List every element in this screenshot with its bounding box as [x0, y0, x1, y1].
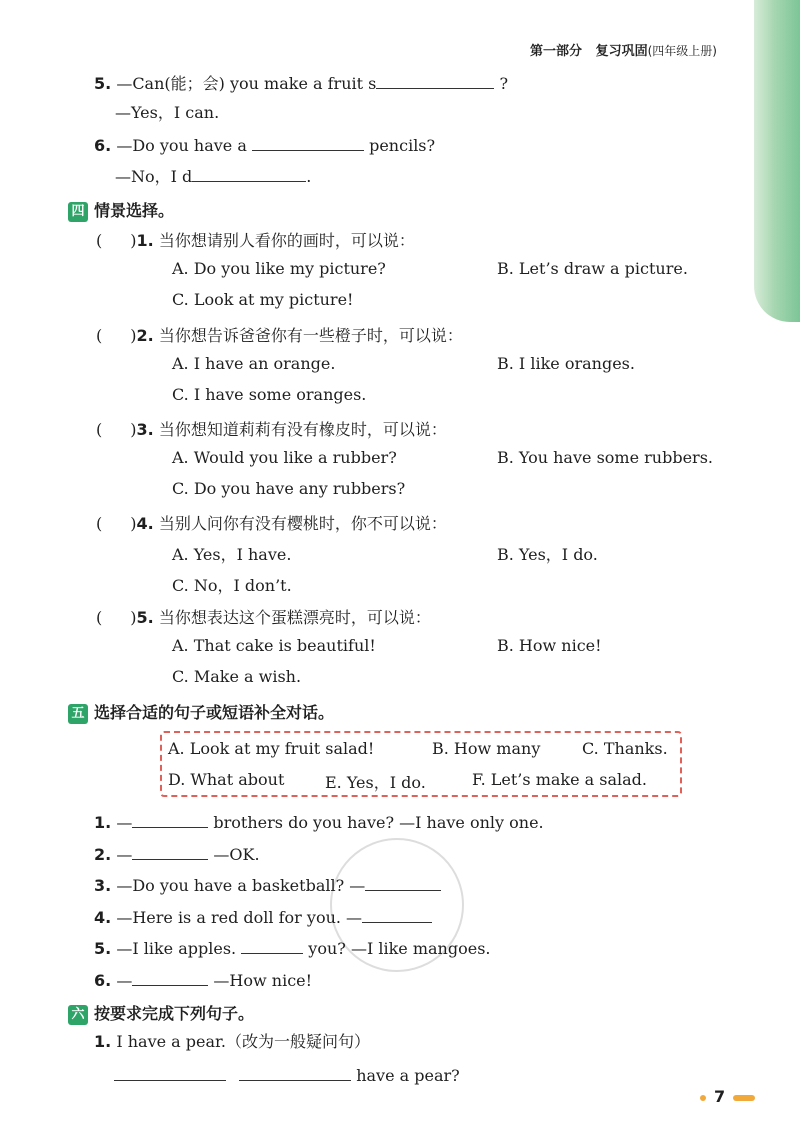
answer-blank[interactable]	[132, 811, 208, 828]
page-dot-decoration	[700, 1095, 706, 1101]
section-title: 情景选择。	[94, 201, 175, 220]
option-b: B. You have some rubbers.	[497, 448, 713, 467]
box-option-a: A. Look at my fruit salad!	[168, 739, 375, 758]
answer-paren[interactable]: )	[130, 420, 137, 439]
question-stem: 当你想表达这个蛋糕漂亮时，可以说：	[158, 608, 431, 627]
dialogue-3: 3. —Do you have a basketball? —	[94, 874, 441, 896]
answer-blank[interactable]	[241, 937, 303, 954]
option-c: C. No，I don’t.	[172, 576, 292, 595]
question-5-line-1: 5. —Can(能；会) you make a fruit s ?	[94, 74, 509, 93]
section-title: 按要求完成下列句子。	[94, 1004, 255, 1023]
question-5-line-2: —Yes，I can.	[115, 103, 220, 122]
page-header	[530, 40, 717, 59]
answer-paren[interactable]: )	[130, 608, 137, 627]
box-option-d: D. What about	[168, 770, 285, 789]
section-badge: 六	[68, 1005, 88, 1025]
question-number: 5.	[94, 74, 112, 93]
choice-question-1: ( )1. 当你想请别人看你的画时，可以说：	[96, 231, 415, 250]
answer-blank[interactable]	[132, 969, 208, 986]
question-number: 6.	[94, 136, 112, 155]
question-stem: 当你想请别人看你的画时，可以说：	[158, 231, 415, 250]
rewrite-answer-1: have a pear?	[114, 1064, 460, 1086]
option-a: A. Do you like my picture?	[172, 259, 386, 278]
option-a: A. That cake is beautiful!	[172, 636, 376, 655]
dialogue-1: 1. — brothers do you have? —I have only one.	[94, 813, 544, 832]
answer-blank[interactable]	[376, 72, 494, 89]
section-title: 选择合适的句子或短语补全对话。	[94, 703, 335, 722]
option-a: A. Would you like a rubber?	[172, 448, 397, 467]
answer-blank[interactable]	[132, 843, 208, 860]
choice-question-4: ( )4. 当别人问你有没有樱桃时，你不可以说：	[96, 514, 447, 533]
option-b: B. I like oranges.	[497, 354, 635, 373]
box-option-e: E. Yes，I do.	[325, 773, 426, 792]
dialogue-4: 4. —Here is a red doll for you. —	[94, 906, 432, 928]
box-option-f: F. Let’s make a salad.	[472, 770, 648, 789]
section-badge: 五	[68, 704, 88, 724]
dialogue-5: 5. —I like apples. you? —I like mangoes.	[94, 939, 491, 958]
choice-question-3: ( )3. 当你想知道莉莉有没有橡皮时，可以说：	[96, 420, 447, 439]
option-a: A. I have an orange.	[172, 354, 336, 373]
box-option-b: B. How many	[432, 739, 541, 758]
option-b: B. Yes，I do.	[497, 545, 598, 564]
section-badge: 四	[68, 202, 88, 222]
question-6-line-1: 6. —Do you have a pencils?	[94, 136, 436, 155]
option-c: C. Look at my picture!	[172, 290, 354, 309]
option-b: B. How nice!	[497, 636, 602, 655]
side-tab-decoration	[754, 0, 800, 322]
header-section: 复习巩固	[595, 44, 648, 59]
question-6-line-2: —No，I d .	[115, 167, 312, 186]
answer-paren[interactable]: )	[130, 231, 137, 250]
section-4-heading	[68, 198, 174, 222]
answer-paren[interactable]: )	[130, 514, 137, 533]
option-a: A. Yes，I have.	[172, 545, 292, 564]
dialogue-6: 6. — —How nice!	[94, 971, 313, 990]
option-c: C. I have some oranges.	[172, 385, 367, 404]
answer-blank[interactable]	[362, 906, 432, 923]
section-5-heading	[68, 700, 334, 724]
header-grade: (四年级上册)	[647, 44, 717, 58]
answer-blank[interactable]	[252, 134, 364, 151]
box-option-c: C. Thanks.	[582, 739, 668, 758]
page-number: 7	[700, 1087, 755, 1106]
answer-blank[interactable]	[365, 874, 441, 891]
question-stem: 当别人问你有没有樱桃时，你不可以说：	[158, 514, 447, 533]
choice-question-5: ( )5. 当你想表达这个蛋糕漂亮时，可以说：	[96, 608, 431, 627]
answer-blank[interactable]	[192, 165, 306, 182]
answer-blank[interactable]	[239, 1064, 351, 1081]
page-bar-decoration	[733, 1095, 755, 1101]
option-c: C. Make a wish.	[172, 667, 302, 686]
answer-blank[interactable]	[114, 1064, 226, 1081]
option-b: B. Let’s draw a picture.	[497, 259, 688, 278]
option-c: C. Do you have any rubbers?	[172, 479, 406, 498]
dialogue-2: 2. — —OK.	[94, 845, 260, 864]
rewrite-question-1: 1. I have a pear.（改为一般疑问句）	[94, 1032, 371, 1051]
choice-question-2: ( )2. 当你想告诉爸爸你有一些橙子时，可以说：	[96, 326, 463, 345]
header-part: 第一部分	[530, 44, 583, 59]
section-6-heading	[68, 1001, 254, 1025]
answer-paren[interactable]: )	[130, 326, 137, 345]
question-stem: 当你想知道莉莉有没有橡皮时，可以说：	[158, 420, 447, 439]
question-stem: 当你想告诉爸爸你有一些橙子时，可以说：	[158, 326, 463, 345]
